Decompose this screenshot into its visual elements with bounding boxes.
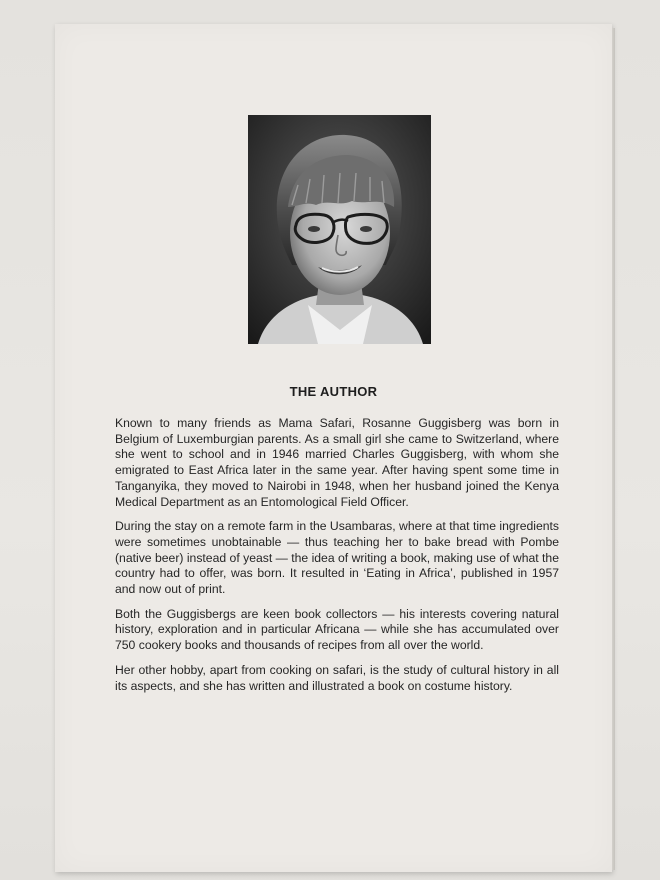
bio-paragraph-2: During the stay on a remote farm in the Usambaras, where at that time ingredients were sometimes unobtainable — thus teaching her to bake bread with Pombe (native beer) instead of yeast — the idea of writing a book, making use of what the country had to offer, was born. It resulted in ‘Eating in Africa’, published in 1957 and now out of print.: [115, 519, 559, 597]
bio-paragraph-1: Known to many friends as Mama Safari, Rosanne Guggisberg was born in Belgium of Luxemburgian parents. As a small girl she came to Switzerland, where she went to school and in 1946 married Charles Guggisberg, with whom she emigrated to East Africa later in the same year. After having spent some time in Tanganyika, they moved to Nairobi in 1948, when her husband joined the Kenya Medical Department as an Entomological Field Officer.: [115, 416, 559, 509]
bio-paragraph-3: Both the Guggisbergs are keen book collectors — his interests covering natural history, exploration and in particular Africana — while she has accumulated over 750 cookery books and thousands of recipes from all over the world.: [115, 606, 559, 653]
author-biography: [115, 416, 559, 703]
cover-edge: [612, 28, 615, 870]
bio-paragraph-4: Her other hobby, apart from cooking on safari, is the study of cultural history in all its aspects, and she has written and illustrated a book on costume history.: [115, 662, 559, 693]
book-back-cover: [55, 24, 612, 872]
author-portrait-photo: [248, 115, 431, 344]
section-heading: THE AUTHOR: [289, 384, 378, 399]
